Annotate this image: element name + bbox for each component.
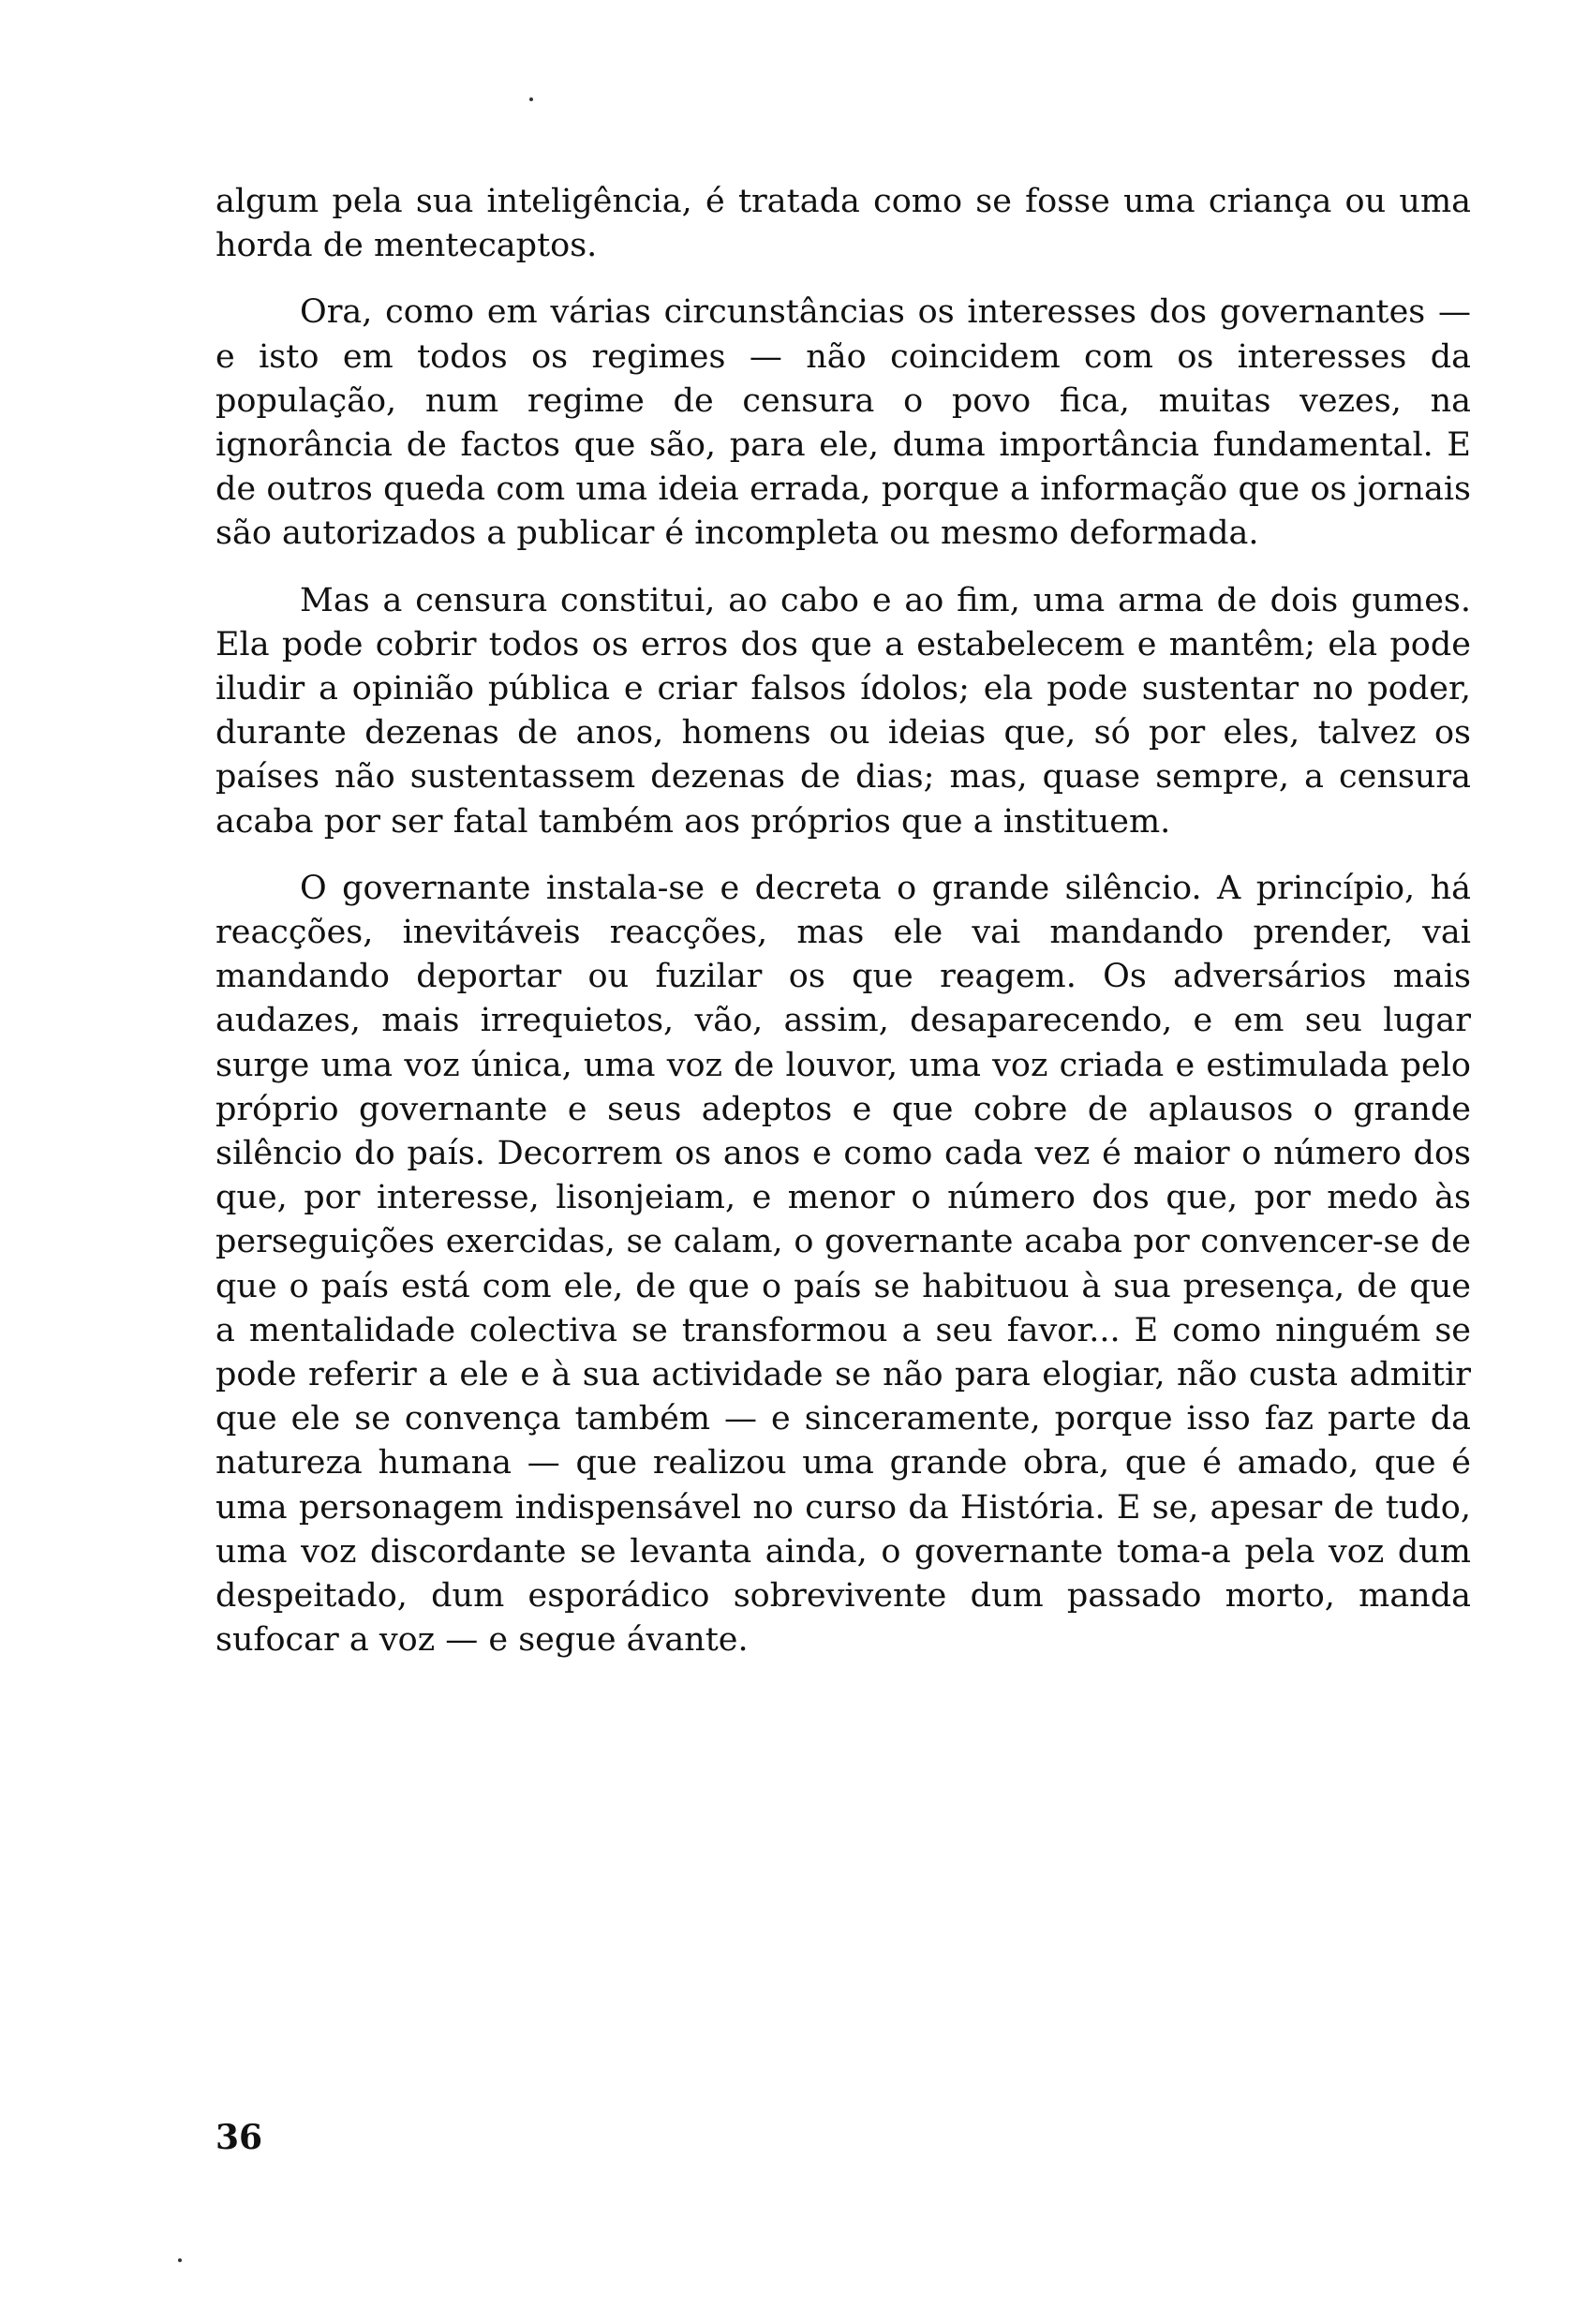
paragraph-censura-interesses: Ora, como em várias circunstâncias os interesses dos governantes — e isto em todos os regimes — não coincidem com os interesses da população, num regime de censura o povo fica, muitas vezes, na ignorância de factos que são, para ele, duma importância fundamental. E de outros queda com uma ideia errada, porque a informação que os jornais são autorizados a publicar é incompleta ou mesmo deformada.: [215, 293, 1471, 553]
print-speck: [178, 2258, 182, 2262]
paragraph-grande-silencio: O governante instala-se e decreta o grande silêncio. A princípio, há reacções, inevitáveis reacções, mas ele vai mandando prender, vai mandando deportar ou fuzilar os que reagem. Os adversários mais audazes, mais irrequietos, vão, assim, desaparecendo, e em seu lugar surge uma voz única, uma voz de louvor, uma voz criada e estimulada pelo próprio governante e seus adeptos e que cobre de aplausos o grande silêncio do país. Decorrem os anos e como cada vez é maior o número dos que, por interesse, lisonjeiam, e menor o número dos que, por medo às perseguições exercidas, se calam, o governante acaba por convencer-se de que o país está com ele, de que o país se habituou à sua presença, de que a mentalidade colectiva se transformou a seu favor... E como ninguém se pode referir a ele e à sua actividade se não para elogiar, não custa admitir que ele se convença também — e sinceramente, porque isso faz parte da natureza humana — que realizou uma grande obra, que é amado, que é uma personagem indispensável no curso da História. E se, apesar de tudo, uma voz discordante se levanta ainda, o governante toma-a pela voz dum despeitado, dum esporádico sobrevivente dum passado morto, manda sufocar a voz — e segue ávante.: [215, 869, 1471, 1660]
paragraph-arma-dois-gumes: Mas a censura constitui, ao cabo e ao fim, uma arma de dois gumes. Ela pode cobrir todos os erros dos que a estabelecem e mantêm; ela pode iludir a opinião pública e criar falsos ídolos; ela pode sustentar no poder, durante dezenas de anos, homens ou ideias que, só por eles, talvez os países não sustentassem dezenas de dias; mas, quase sempre, a censura acaba por ser fatal também aos próprios que a instituem.: [215, 581, 1471, 841]
page-number: 36: [215, 2118, 263, 2157]
print-speck: [529, 97, 533, 101]
paragraph-continuation: algum pela sua inteligência, é tratada como se fosse uma criança ou uma horda de mentecaptos.: [215, 183, 1471, 265]
body-text: [215, 180, 1471, 1663]
